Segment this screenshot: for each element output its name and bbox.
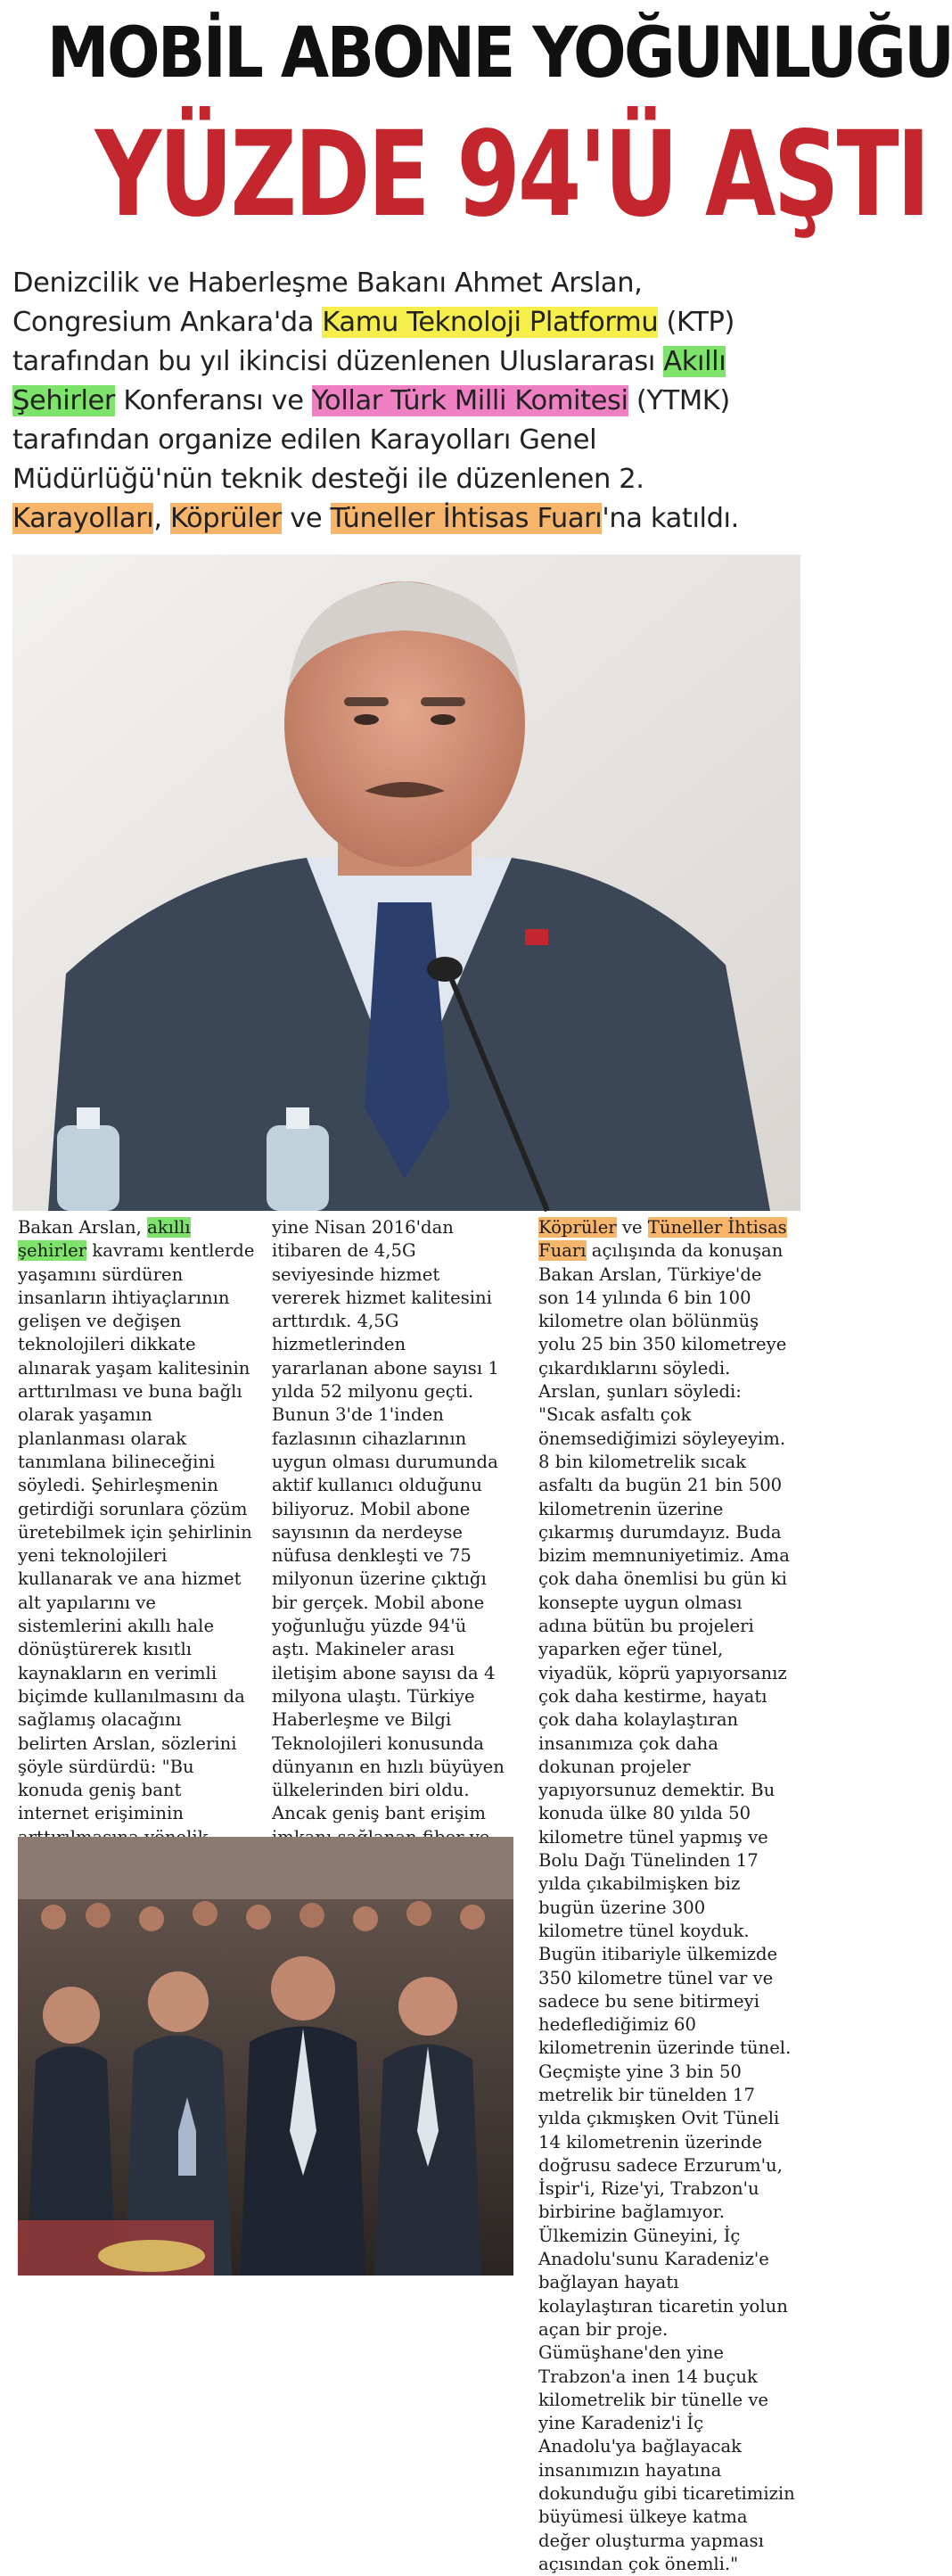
body-text: açılışında da konuşan Bakan Arslan, Türkiye'de son 14 yılında 6 bin 100 kilometre olan bölünmüş yolu 25 bin 350 kilometreye çıkardıklarını söyledi. Arslan, şunları söyledi: "Sıcak asfaltı çok önemsediğimizi söyleyeyim. 8 bin kilometrelik sıcak asfaltı da bugün 21 bin 500 kilometrenin üzerine çıkarmış durumdayız. Buda bizim memnuniyetimiz. Ama çok daha önemlisi bu gün ki konsepte uygun olması adına bütün bu projeleri yaparken eğer tünel, viyadük, köprü yapıyorsanız çok daha kestirme, hayatı çok daha kolaylaştıran insanımıza çok daha dokunan projeler yapıyorsunuz demektir. Bu konuda ülke 80 yılda 50 kilometre tünel yapmış ve Bolu Dağı Tünelinden 17 yılda çıkabilmişken biz bugün üzerine 300 kilometre tünel koyduk. Bugün itibariyle ülkemizde 350 kilometre tünel var ve sadece bu sene bitirmeyi hedeflediğimiz 60 kilometrenin üzerinde tünel. Geçmişte yine 3 bin 50 metrelik bir tünelden 17 yılda çıkmışken Ovit Tüneli 14 kilometrenin üzerinde doğrusu sadece Erzurum'u, İspir'i, Rize'yi, Trabzon'u birbirine bağlamıyor. Ülkemizin Güneyini, İç Anadolu'sunu Karadeniz'e bağlayan hayatı kolaylaştıran ticaretin yolun açan bir proje. Gümüşhane'den yine Trabzon'a inen 14 buçuk kilometrelik bir tünelle ve yine Karadeniz'i İç Anadolu'ya bağlayacak insanımızın hayatına dokunduğu gibi ticaretimizin büyümesi ülkeye katma değer oluşturma yapması açısından çok önemli." xyxy=(538,1240,795,2574)
body-paragraph xyxy=(538,1216,795,2576)
lead-text: Denizcilik ve Haberleşme Bakanı Ahmet Arslan, Congresium Ankara'da xyxy=(12,267,643,338)
lead-text: (KTP) tarafından bu yıl ikincisi düzenlenen Uluslararası xyxy=(12,307,735,377)
body-column-3 xyxy=(538,1216,795,2576)
body-text: kavramı kentlerde yaşamını sürdüren insanların ihtiyaçlarının gelişen ve değişen teknolojileri dikkate alınarak yaşam kalitesinin arttırılması ve buna bağlı olarak yaşamın planlanması olarak tanımlana bilineceğini söyledi. Şehirleşmenin getirdiği sorunlara çözüm üretebilmek için şehirlinin yeni teknolojileri kullanarak ve ana hizmet alt yapılarını ve sistemlerini akıllı hale dönüştürerek kısıtlı kaynakların en verimli biçimde kullanılmasını da sağlamış olacağını belirten Arslan, sözlerini şöyle sürdürdü: "Bu konuda geniş bant internet erişiminin xyxy=(18,1240,255,1824)
body-paragraph: yine Nisan 2016'dan itibaren de 4,5G seviyesinde hizmet vererek hizmet kalitesini arttırdık. 4,5G hizmetlerinden yararlanan abone sayısı 1 yılda 52 milyonu geçti. Bunun 3'de 1'inden fazlasının cihazlarının uygun olması durumunda aktif kullanıcı olduğunu biliyoruz. Mobil abone sayısının da nerdeyse nüfusa denkleşti ve 75 milyonun üzerine çıktığı bir gerçek. Mobil abone yoğunluğu yüzde 94'ü aştı. Makineler arası iletişim abone sayısı da 4 milyona ulaştı. Türkiye Haberleşme ve Bilgi Teknolojileri konusunda dünyanın en hızlı büyüyen ülkelerinden biri oldu. Ancak geniş bant erişim xyxy=(272,1217,505,1824)
lead-text: Konferansı ve xyxy=(115,385,312,416)
minister-portrait-photo xyxy=(12,555,800,1211)
highlight-kopruler: Köprüler xyxy=(169,503,282,534)
lead-text: , xyxy=(153,503,170,534)
lead-paragraph xyxy=(12,264,800,539)
highlight-karayollari: Karayolları xyxy=(12,503,154,534)
lead-text: 'na katıldı. xyxy=(602,503,739,534)
lead-text: (YTMK) tarafından organize edilen Karayolları Genel Müdürlüğü'nün teknik desteği ile düzenlenen 2. xyxy=(12,385,730,495)
highlight-kopruler-body: Köprüler xyxy=(538,1217,617,1238)
highlight-tuneller-fuari: Tüneller İhtisas Fuarı xyxy=(330,503,603,534)
headline-line1: MOBİL ABONE YOĞUNLUĞU xyxy=(46,13,952,94)
highlight-tuneller-body: Tüneller İhtisas Fuarı xyxy=(538,1217,787,1262)
highlight-ktp: Kamu Teknoloji Platformu xyxy=(322,307,659,338)
body-text: ve xyxy=(616,1217,648,1238)
highlight-smart-cities: Akıllı Şehirler xyxy=(12,346,726,416)
headline-line2: YÜZDE 94'Ü AŞTI xyxy=(94,106,928,243)
body-text: Bakan Arslan, xyxy=(18,1217,148,1238)
highlight-smart-cities-body: akıllı şehirler xyxy=(18,1217,191,1262)
audience-photo xyxy=(18,1837,513,2276)
lead-text: ve xyxy=(281,503,331,534)
highlight-ytmk: Yollar Türk Milli Komitesi xyxy=(311,385,628,416)
